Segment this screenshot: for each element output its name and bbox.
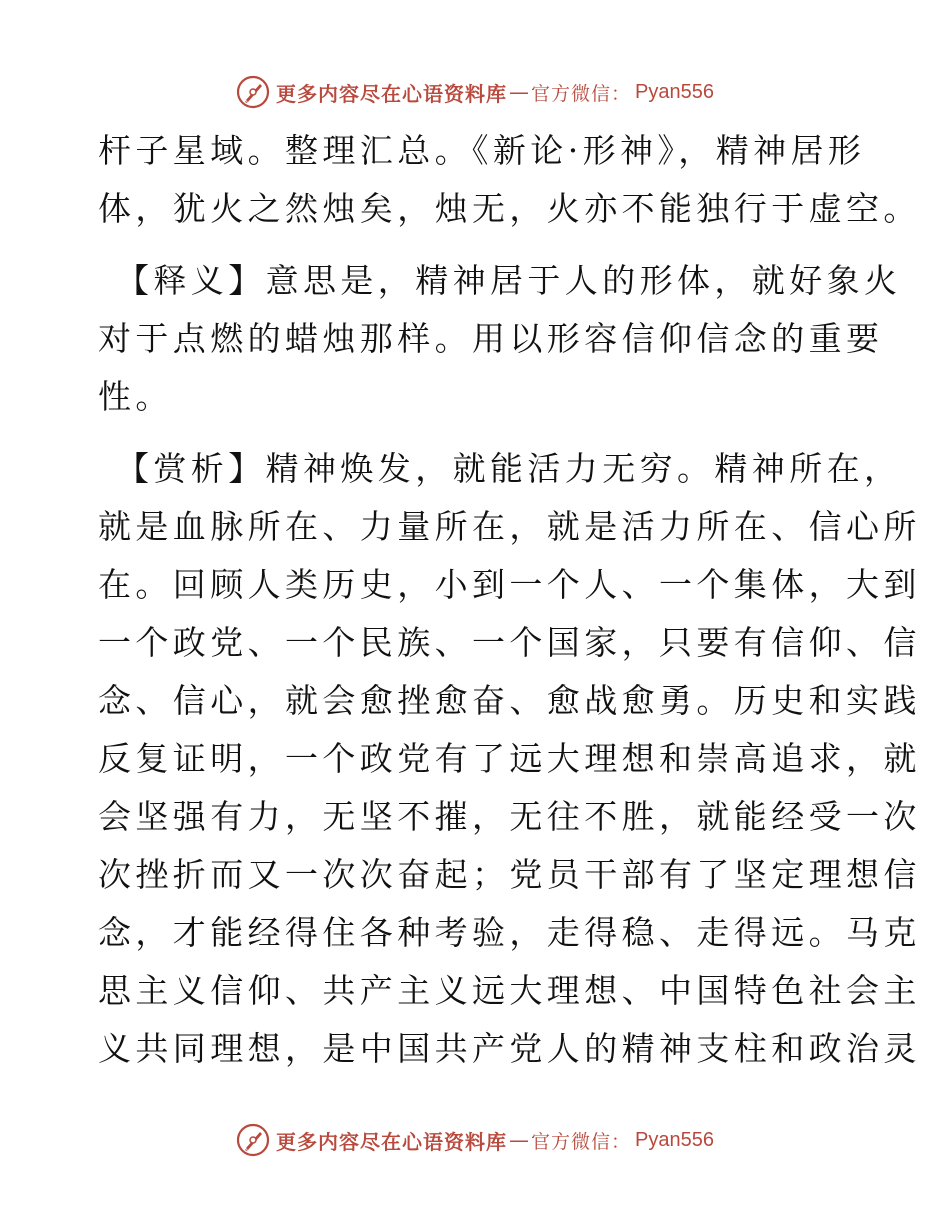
text-line: 对于点燃的蜡烛那样。用以形容信仰信念的重要 xyxy=(98,319,884,358)
text-line: 次挫折而又一次次奋起；党员干部有了坚定理想信 xyxy=(98,855,921,894)
quill-pen-logo-icon xyxy=(236,1123,270,1157)
footer-wechat-id: Pyan556 xyxy=(635,1128,714,1151)
text-line: 反复证明，一个政党有了远大理想和崇高追求，就 xyxy=(98,739,921,778)
header-wechat-label: 官方微信： xyxy=(531,82,632,105)
quill-pen-logo-icon xyxy=(236,75,270,109)
text-line: 【赏析】精神焕发，就能活力无穷。精神所在， xyxy=(116,449,902,488)
text-line: 【释义】意思是，精神居于人的形体，就好象火 xyxy=(116,261,902,300)
footer-wechat-label: 官方微信： xyxy=(531,1130,632,1153)
text-line: 思主义信仰、共产主义远大理想、中国特色社会主 xyxy=(98,971,921,1010)
footer-title: 更多内容尽在心语资料库 xyxy=(276,1129,507,1154)
header-separator: — xyxy=(509,80,529,104)
footer-banner xyxy=(0,1120,950,1160)
header-wechat-id: Pyan556 xyxy=(635,80,714,103)
paragraph-analysis xyxy=(98,440,921,1078)
text-line: 体，犹火之然烛矣，烛无，火亦不能独行于虚空。 xyxy=(98,189,921,228)
text-line: 义共同理想，是中国共产党人的精神支柱和政治灵 xyxy=(98,1029,921,1068)
text-line: 在。回顾人类历史，小到一个人、一个集体，大到 xyxy=(98,565,921,604)
header-banner xyxy=(0,72,950,112)
text-line: 念、信心，就会愈挫愈奋、愈战愈勇。历史和实践 xyxy=(98,681,921,720)
paragraph-source-quote xyxy=(98,122,921,238)
text-line: 念，才能经得住各种考验，走得稳、走得远。马克 xyxy=(98,913,921,952)
text-line: 杆子星域。整理汇总。《新论·形神》，精神居形 xyxy=(98,131,866,170)
text-line: 就是血脉所在、力量所在，就是活力所在、信心所 xyxy=(98,507,921,546)
paragraph-explanation xyxy=(98,252,902,426)
document-body xyxy=(98,122,921,1092)
text-line: 性。 xyxy=(98,377,173,416)
text-line: 会坚强有力，无坚不摧，无往不胜，就能经受一次 xyxy=(98,797,921,836)
text-line: 一个政党、一个民族、一个国家，只要有信仰、信 xyxy=(98,623,921,662)
header-title: 更多内容尽在心语资料库 xyxy=(276,81,507,106)
footer-separator: — xyxy=(509,1128,529,1152)
